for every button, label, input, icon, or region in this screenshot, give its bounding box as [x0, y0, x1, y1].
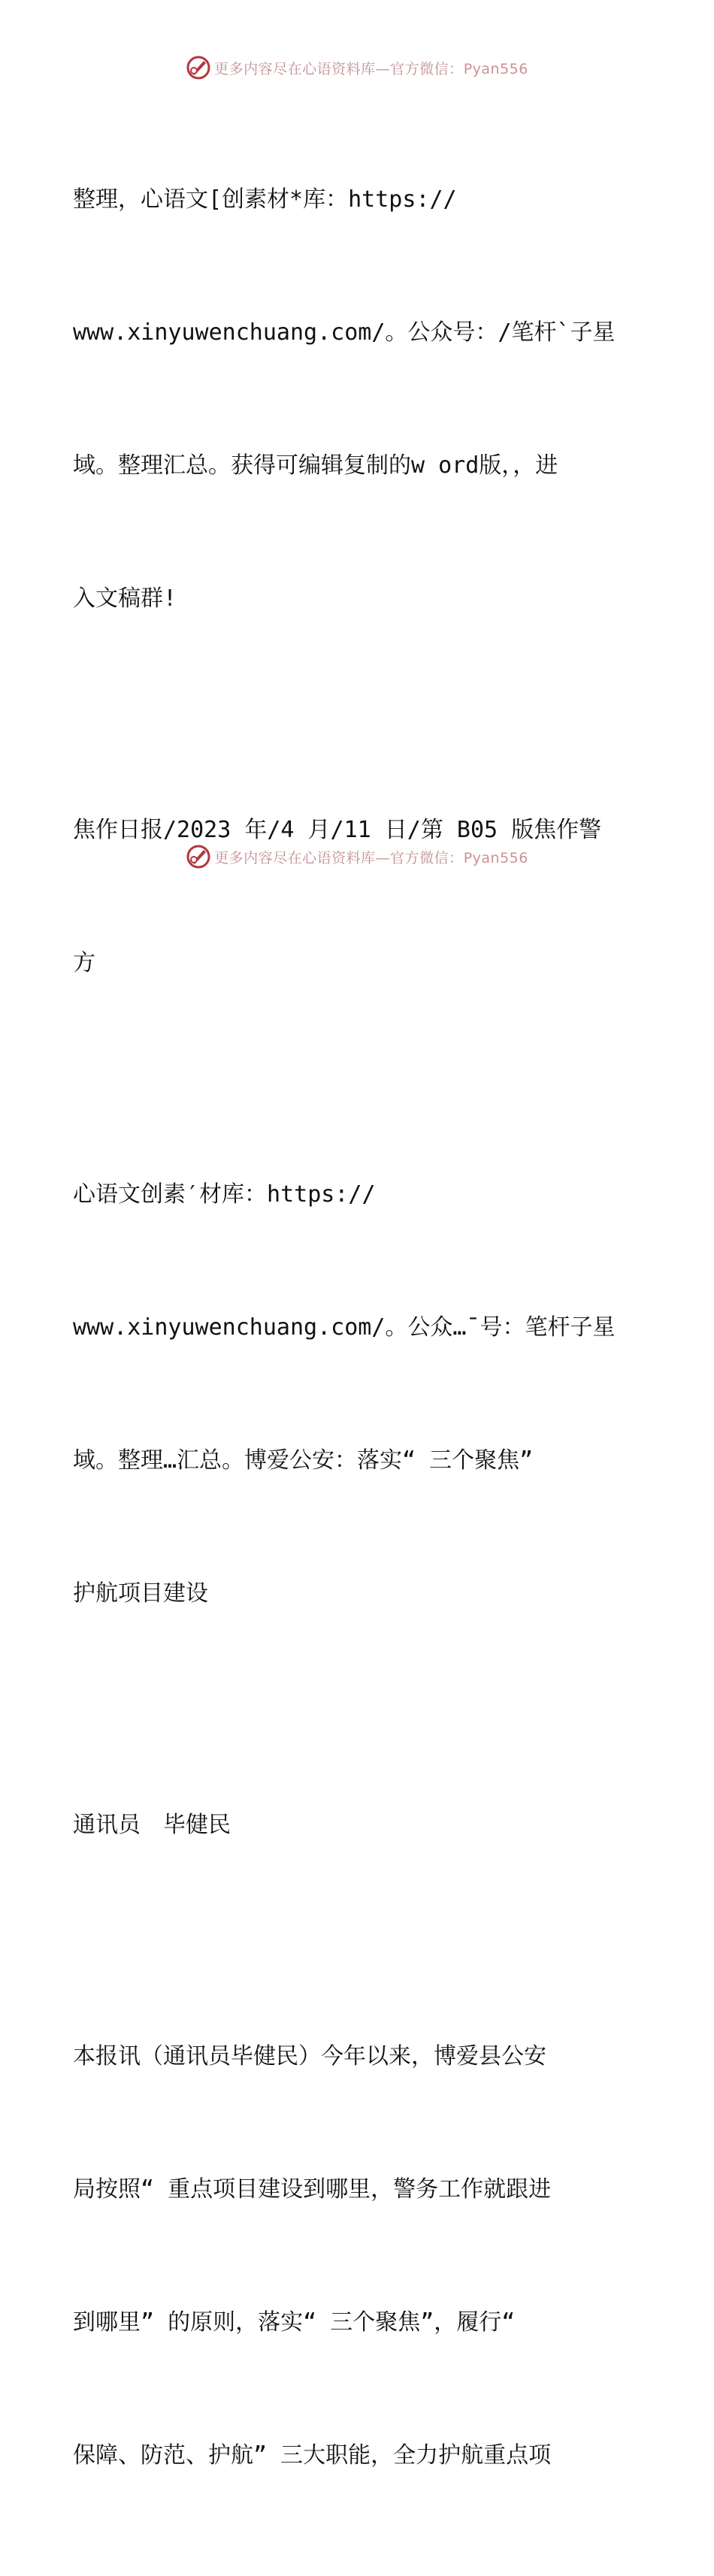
footer-wechat-id: Pyan556	[463, 849, 528, 866]
footer-banner	[0, 842, 714, 872]
header-banner	[0, 53, 714, 83]
paragraph: 心语文创素′材库：https:// www.xinyuwenchuang.com/。公众…¯号：笔杆子星 域。整理…汇总。博爱公安：落实“ 三个聚焦” 护航项目建设	[73, 1181, 616, 1607]
footer-brand-text: 更多内容尽在心语资料库—官方微信：Pyan556	[214, 849, 528, 866]
document-body	[73, 89, 652, 2576]
brand-logo-icon	[186, 55, 211, 80]
brand-logo-icon	[186, 844, 211, 869]
paragraph: 本报讯（通讯员毕健民）今年以来，博爱县公安 局按照“ 重点项目建设到哪里，警务工作就跟进 到哪里” 的原则，落实“ 三个聚焦”，履行“ 保障、防范、护航” 三大职能，全力护航重点项	[73, 2043, 552, 2469]
header-brand-text: 更多内容尽在心语资料库—官方微信：Pyan556	[214, 60, 528, 77]
byline: 通讯员 毕健民	[73, 1812, 231, 1838]
paragraph: 整理，心语文[创素材*库：https:// www.xinyuwenchuang.com/。公众号：/笔杆`子星 域。整理汇总。获得可编辑复制的w ord版，，进 入文稿群!	[73, 186, 616, 612]
paragraph: 焦作日报/2023 年/4 月/11 日/第 B05 版焦作警 方	[73, 817, 602, 976]
header-wechat-id: Pyan556	[463, 60, 528, 77]
